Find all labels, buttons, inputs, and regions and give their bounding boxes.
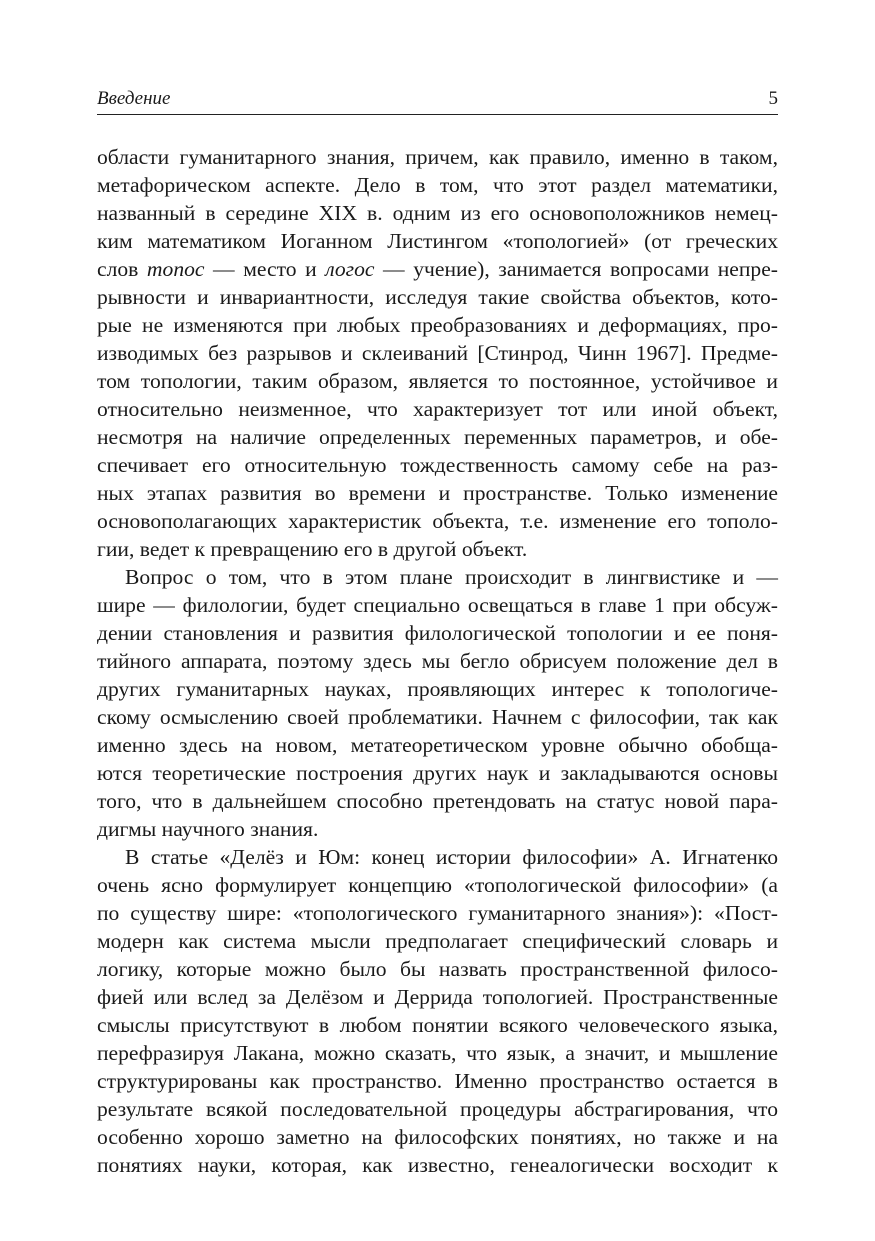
text-line [97, 171, 778, 199]
text-segment: — учение), занимается вопросами непре- [374, 257, 778, 281]
text-line [97, 1067, 778, 1095]
text-segment: по существу шире: «топологического гуманитарного знания»): «Пост- [97, 901, 778, 925]
text-line [97, 983, 778, 1011]
text-segment: метафорическом аспекте. Дело в том, что этот раздел математики, [97, 173, 778, 197]
text-line [97, 255, 778, 283]
paragraph [97, 843, 778, 1179]
text-segment: изводимых без разрывов и склеиваний [Стинрод, Чинн 1967]. Предме- [97, 341, 778, 365]
text-segment: логику, которые можно было бы назвать пространственной филосо- [97, 957, 778, 981]
italic-term: топос [146, 257, 205, 281]
text-line [97, 507, 778, 535]
text-segment: особенно хорошо заметно на философских понятиях, но также и на [97, 1125, 778, 1149]
text-line [97, 339, 778, 367]
text-segment: шире — филологии, будет специально освещаться в главе 1 при обсуж- [97, 593, 778, 617]
text-segment: том топологии, таким образом, является то постоянное, устойчивое и [97, 369, 778, 393]
text-line [97, 815, 778, 843]
text-segment: ким математиком Иоганном Листингом «топологией» (от греческих [97, 229, 778, 253]
paragraph [97, 143, 778, 563]
body-text [97, 143, 778, 1179]
text-line [97, 591, 778, 619]
text-segment: В статье «Делёз и Юм: конец истории философии» А. Игнатенко [125, 845, 778, 869]
text-line [97, 423, 778, 451]
text-segment: других гуманитарных науках, проявляющих интерес к топологиче- [97, 677, 778, 701]
text-segment: гии, ведет к превращению его в другой объект. [97, 537, 528, 561]
text-segment: слов [97, 257, 147, 281]
text-segment: несмотря на наличие определенных переменных параметров, и обе- [97, 425, 778, 449]
text-segment: того, что в дальнейшем способно претендовать на статус новой пара- [97, 789, 778, 813]
running-title: Введение [97, 88, 171, 109]
text-segment: смыслы присутствуют в любом понятии всякого человеческого языка, [97, 1013, 778, 1037]
text-segment: очень ясно формулирует концепцию «топологической философии» (а [97, 873, 778, 897]
text-line [97, 227, 778, 255]
text-segment: фией или вслед за Делёзом и Деррида топологией. Пространственные [97, 985, 778, 1009]
text-segment: результате всякой последовательной процедуры абстрагирования, что [97, 1097, 778, 1121]
text-line [97, 787, 778, 815]
text-line [97, 619, 778, 647]
text-line [97, 1039, 778, 1067]
running-header [97, 86, 778, 115]
text-line [97, 647, 778, 675]
text-line [97, 899, 778, 927]
text-line [97, 871, 778, 899]
text-segment: рывности и инвариантности, исследуя такие свойства объектов, кото- [97, 285, 778, 309]
text-line [97, 367, 778, 395]
text-line [97, 143, 778, 171]
text-line [97, 535, 778, 563]
text-line [97, 1095, 778, 1123]
text-segment: названный в середине XIX в. одним из его основоположников немец- [97, 201, 778, 225]
text-line [97, 759, 778, 787]
text-segment: спечивает его относительную тождественность самому себе на раз- [97, 453, 778, 477]
text-line [97, 311, 778, 339]
text-segment: дигмы научного знания. [97, 817, 319, 841]
text-segment: перефразируя Лакана, можно сказать, что язык, а значит, и мышление [97, 1041, 778, 1065]
text-segment: дении становления и развития филологической топологии и ее поня- [97, 621, 778, 645]
text-segment: структурированы как пространство. Именно пространство остается в [97, 1069, 778, 1093]
text-segment: модерн как система мысли предполагает специфический словарь и [97, 929, 778, 953]
text-segment: основополагающих характеристик объекта, т.е. изменение его тополо- [97, 509, 778, 533]
italic-term: логос [325, 257, 375, 281]
paragraph [97, 563, 778, 843]
text-segment: — место и [204, 257, 326, 281]
text-line [97, 703, 778, 731]
text-segment: относительно неизменное, что характеризует тот или иной объект, [97, 397, 778, 421]
text-segment: ных этапах развития во времени и пространстве. Только изменение [97, 481, 778, 505]
text-segment: понятиях науки, которая, как известно, генеалогически восходит к [97, 1153, 778, 1177]
text-line [97, 843, 778, 871]
text-line [97, 563, 778, 591]
page-number: 5 [768, 88, 778, 109]
text-line [97, 395, 778, 423]
text-line [97, 675, 778, 703]
text-line [97, 283, 778, 311]
text-segment: области гуманитарного знания, причем, как правило, именно в таком, [97, 145, 778, 169]
text-line [97, 199, 778, 227]
text-segment: скому осмыслению своей проблематики. Начнем с философии, так как [97, 705, 778, 729]
text-line [97, 1151, 778, 1179]
text-line [97, 927, 778, 955]
text-line [97, 1011, 778, 1039]
text-segment: тийного аппарата, поэтому здесь мы бегло обрисуем положение дел в [97, 649, 778, 673]
text-segment: Вопрос о том, что в этом плане происходит в лингвистике и — [125, 565, 778, 589]
text-segment: ются теоретические построения других наук и закладываются основы [97, 761, 778, 785]
text-line [97, 955, 778, 983]
text-line [97, 451, 778, 479]
text-segment: рые не изменяются при любых преобразованиях и деформациях, про- [97, 313, 778, 337]
text-line [97, 731, 778, 759]
text-line [97, 1123, 778, 1151]
text-line [97, 479, 778, 507]
text-segment: именно здесь на новом, метатеоретическом уровне обычно обобща- [97, 733, 778, 757]
